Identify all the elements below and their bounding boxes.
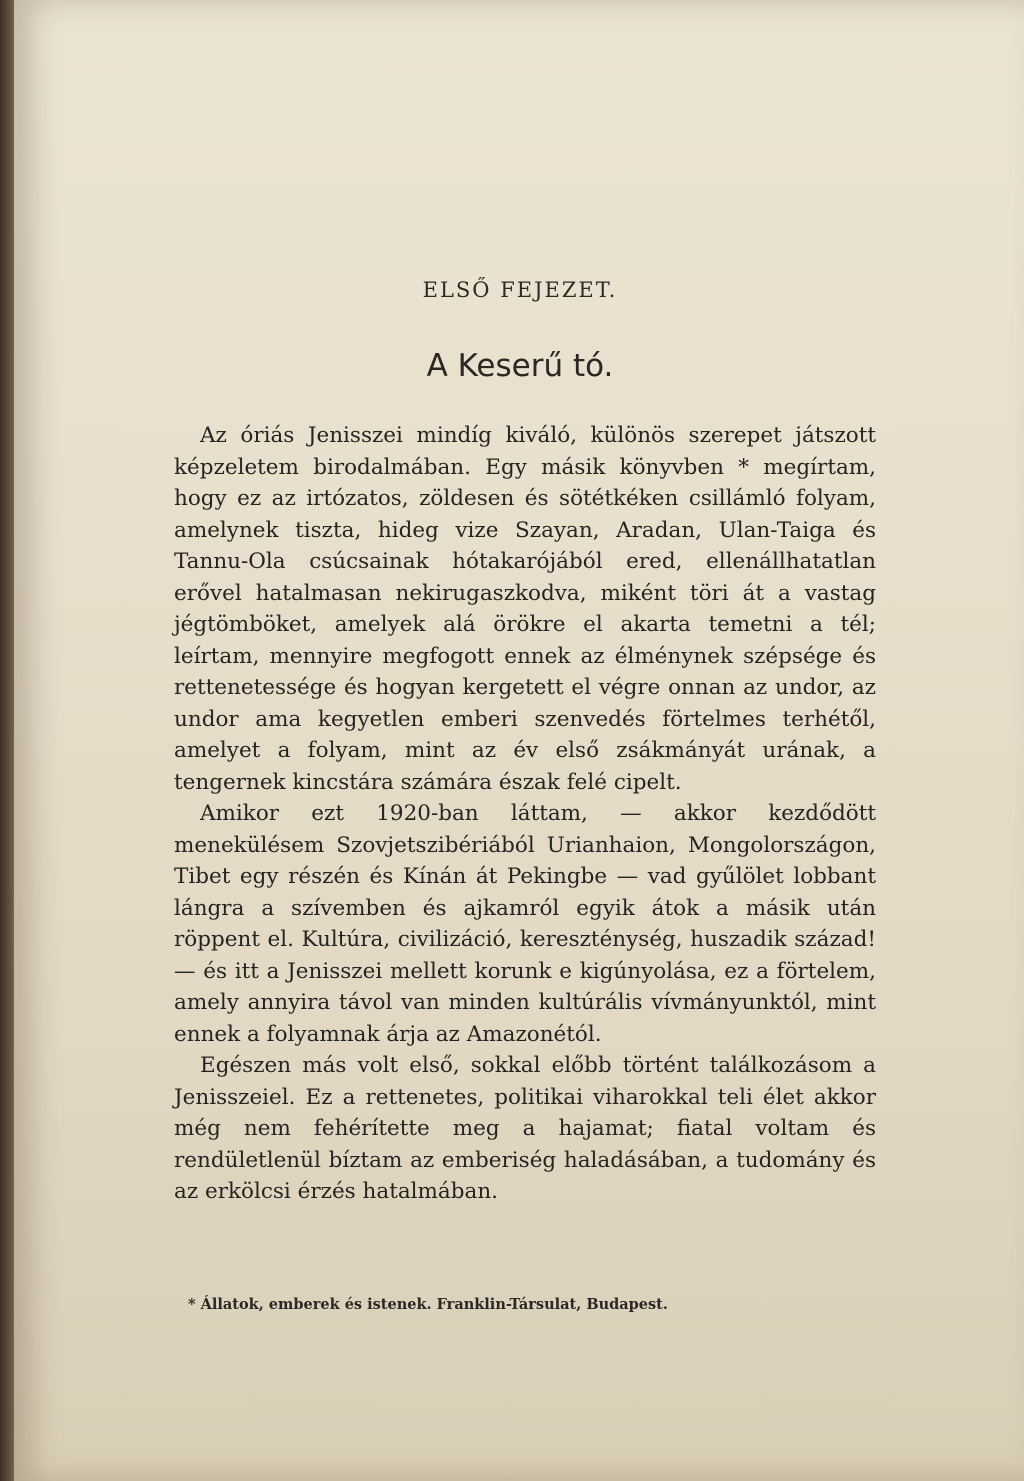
chapter-label: ELSŐ FEJEZET. [422,278,618,302]
paragraph: Az óriás Jenisszei mindíg kiváló, különös szerepet játszott képzeletem birodalmában. Egy másik könyvben * megírtam, hogy ez az irtózatos, zöldesen és sötétkéken csillámló folyam, amelynek tiszta, hideg vize Szayan, Aradan, Ulan-Taiga és Tannu-Ola csúcsainak hótakarójából ered, ellenállhatatlan erővel hatalmasan nekirugaszkodva, miként töri át a vastag jégtömböket, amelyek alá örökre el akarta temetni a tél; leírtam, mennyire megfogott ennek az élménynek szépsége és rettenetessége és hogyan kergetett el végre onnan az undor, az undor ama kegyetlen emberi szenvedés förtelmes terhétől, amelyet a folyam, mint az év első zsákmányát urának, a tengernek kincstára számára észak felé cipelt. [174,423,876,795]
book-page [14,0,1024,1481]
chapter-title: A Keserű tó. [426,348,614,384]
paragraph: Egészen más volt első, sokkal előbb történt találkozásom a Jenisszeiel. Ez a rettenetes, politikai viharokkal teli élet akkor még nem fehérítette meg a hajamat; fiatal voltam és rendületlenül bíztam az emberiség haladásában, a tudomány és az erkölcsi érzés hatalmában. [174,1053,876,1204]
paragraph: Amikor ezt 1920-ban láttam, — akkor kezdődött menekülésem Szovjetszibériából Urianhaion, Mongolországon, Tibet egy részén és Kínán át Pekingbe — vad gyűlölet lobbant lángra a szívemben és ajkamról egyik átok a másik után röppent el. Kultúra, civilizáció, kereszténység, huszadik század! — és itt a Jenisszei mellett korunk e kigúnyolása, ez a förtelem, amely annyira távol van minden kultúrális vívmányunktól, mint ennek a folyamnak árja az Amazonétól. [174,801,876,1047]
footnote: * Állatok, emberek és istenek. Franklin-Társulat, Budapest. [188,1296,668,1313]
body-text [174,420,876,1208]
